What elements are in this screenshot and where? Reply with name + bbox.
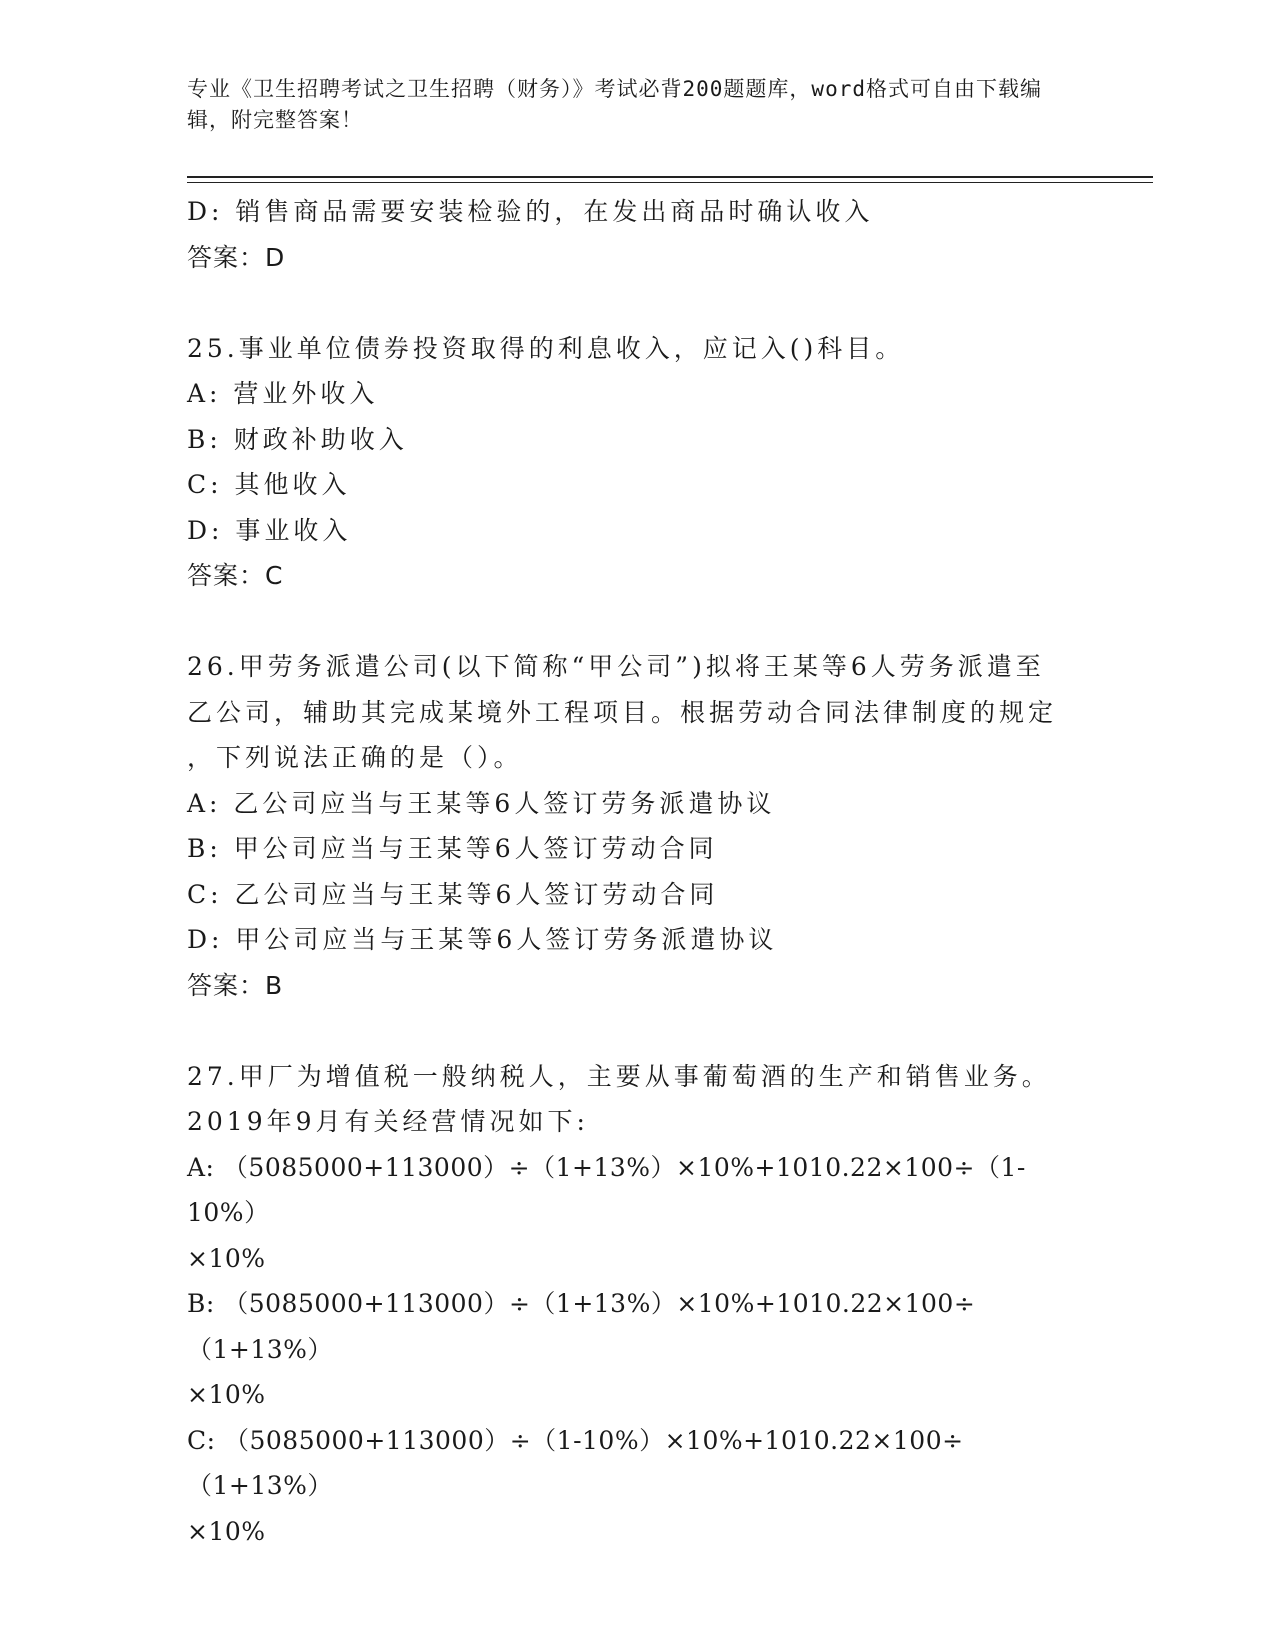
header-rule-thick [187,176,1153,178]
q27-option-b-line-1: B: （5085000+113000）÷（1+13%）×10%+1010.22×100÷（1+13%） [187,1289,976,1364]
q26-option-a: A: 乙公司应当与王某等6人签订劳务派遣协议 [187,788,776,818]
header-rule-thin [187,182,1153,183]
q25-answer: 答案：C [187,561,284,590]
q25-option-c: C: 其他收入 [187,470,351,499]
q26-option-c: C: 乙公司应当与王某等6人签订劳动合同 [187,879,719,909]
q26-question-line-2: 乙公司，辅助其完成某境外工程项目。根据劳动合同法律制度的规定 [187,697,1058,727]
q26-question-line-1: 26.甲劳务派遣公司(以下简称“甲公司”)拟将王某等6人劳务派遣至 [187,652,1045,681]
q27-option-a-line-1: A: （5085000+113000）÷（1+13%）×10%+1010.22×100÷（1-10%） [187,1152,1026,1227]
q25-option-b: B: 财政补助收入 [187,424,408,454]
q26-question-line-3: ，下列说法正确的是（）。 [187,743,523,772]
q26-option-d: D: 甲公司应当与王某等6人签订劳务派遣协议 [187,925,778,954]
q26-option-b: B: 甲公司应当与王某等6人签订劳动合同 [187,834,718,863]
q27-option-a [187,1145,1067,1282]
q27-option-b-line-2: ×10% [187,1380,266,1409]
q27-option-c-line-2: ×10% [187,1516,266,1546]
q27-option-b [187,1281,1067,1418]
q27-option-c-line-1: C: （5085000+113000）÷（1-10%）×10%+1010.22×100÷（1+13%） [187,1425,964,1500]
q25-question: 25.事业单位债券投资取得的利息收入，应记入()科目。 [187,333,905,363]
q25-option-d: D: 事业收入 [187,515,352,545]
prev-option-d: D: 销售商品需要安装检验的，在发出商品时确认收入 [187,197,874,226]
q27-option-a-line-2: ×10% [187,1243,266,1273]
question-content [187,189,1087,1554]
q27-option-c [187,1418,1067,1555]
prev-answer: 答案：D [187,242,286,272]
q27-question-line-2: 2019年9月有关经营情况如下: [187,1107,589,1136]
q27-question-line-1: 27.甲厂为增值税一般纳税人，主要从事葡萄酒的生产和销售业务。 [187,1061,1051,1091]
q25-option-a: A: 营业外收入 [187,379,379,408]
document-header: 专业《卫生招聘考试之卫生招聘（财务）》考试必背200题题库，word格式可自由下载编辑，附完整答案！ [187,77,1042,132]
spacer [187,280,1087,326]
q26-answer: 答案：B [187,970,284,1000]
spacer [187,599,1087,645]
spacer [187,1008,1087,1054]
